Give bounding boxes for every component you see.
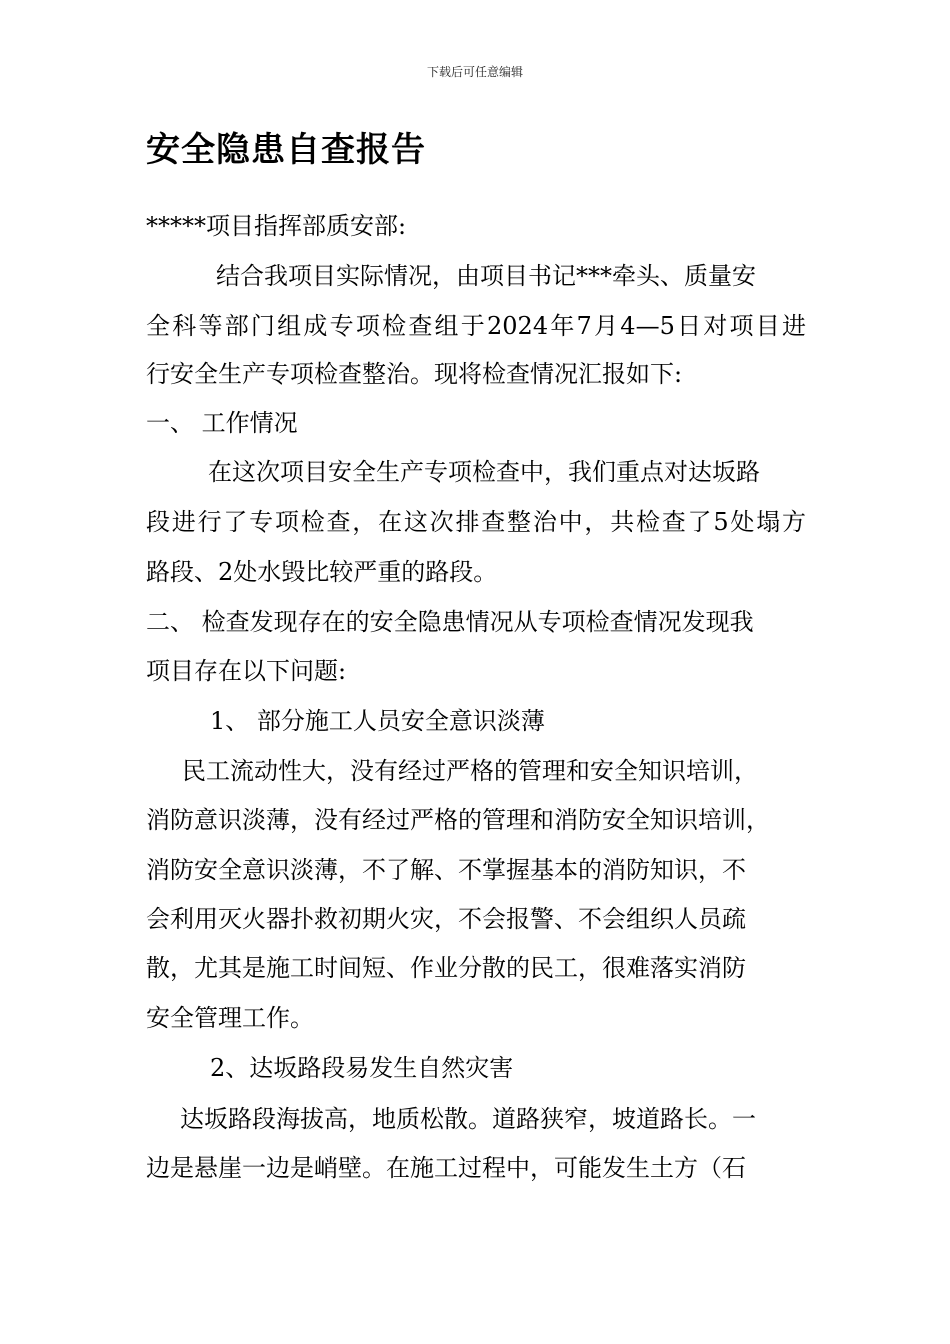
header-note: 下载后可任意编辑: [426, 65, 523, 79]
paragraph-line: 安全管理工作。: [146, 1004, 314, 1032]
page-title: 安全隐患自查报告: [146, 130, 426, 170]
paragraph-line: 散，尤其是施工时间短、作业分散的民工，很难落实消防: [146, 954, 746, 982]
paragraph-line: 民工流动性大，没有经过严格的管理和安全知识培训，: [182, 757, 758, 785]
section-heading: 一、 工作情况: [146, 409, 298, 437]
paragraph-line: 结合我项目实际情况，由项目书记***牵头、质量安: [216, 262, 756, 290]
paragraph-line: 消防安全意识淡薄，不了解、不掌握基本的消防知识，不: [146, 856, 746, 884]
paragraph-line: 在这次项目安全生产专项检查中，我们重点对达坂路: [208, 458, 760, 486]
section-heading: 二、 检查发现存在的安全隐患情况从专项检查情况发现我: [146, 608, 754, 636]
salutation-line: *****项目指挥部质安部:: [146, 212, 407, 240]
subsection-heading: 2、达坂路段易发生自然灾害: [210, 1054, 514, 1082]
paragraph-line: 消防意识淡薄，没有经过严格的管理和消防安全知识培训，: [146, 806, 770, 834]
paragraph-line: 会利用灭火器扑救初期火灾，不会报警、不会组织人员疏: [146, 905, 746, 933]
paragraph-line: 段进行了专项检查，在这次排查整治中，共检查了5处塌方: [146, 508, 806, 536]
paragraph-line: 项目存在以下问题:: [146, 657, 347, 685]
paragraph-line: 全科等部门组成专项检查组于2024年7月4—5日对项目进: [146, 312, 806, 340]
paragraph-line: 达坂路段海拔高，地质松散。道路狭窄，坡道路长。一: [180, 1105, 756, 1133]
paragraph-line: 边是悬崖一边是峭壁。在施工过程中，可能发生土方（石: [146, 1154, 746, 1182]
subsection-heading: 1、 部分施工人员安全意识淡薄: [210, 707, 545, 735]
paragraph-line: 路段、2处水毁比较严重的路段。: [146, 558, 498, 586]
paragraph-line: 行安全生产专项检查整治。现将检查情况汇报如下:: [146, 360, 683, 388]
